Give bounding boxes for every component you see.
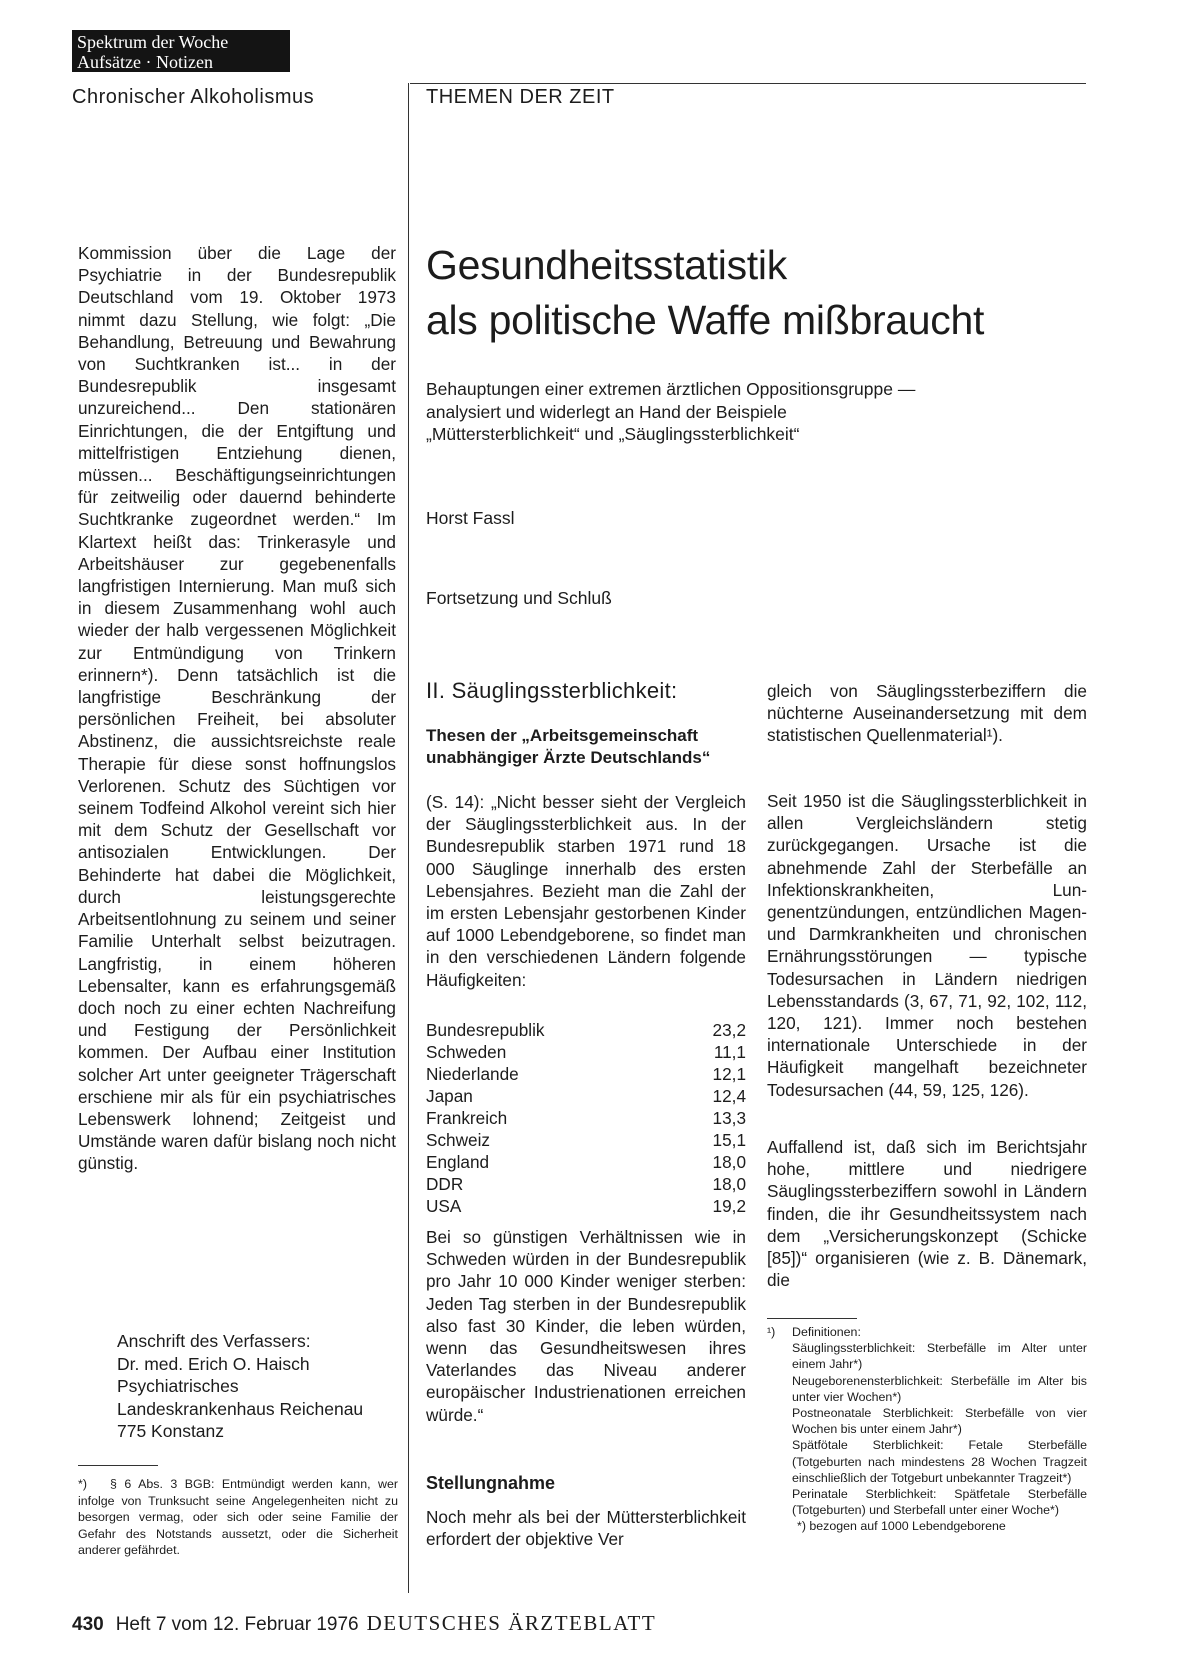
footnote-right	[767, 1324, 1087, 1535]
table-row	[426, 1151, 746, 1173]
country-cell: Schweiz	[426, 1130, 490, 1150]
paragraph-text: Seit 1950 ist die Säuglingssterblichkeit in allen Vergleichsländern stetig zurückgegangen. Ursache ist die abnehmende Zahl der Sterbefälle an Infektionskrankheiten, Lungenentzündungen, entzündlichen Magen- und Darmkrankheiten und chronischen Ernährungsstörungen — typische Todesursachen in Ländern niedrigen Lebensstandards (3, 67, 71, 92, 102, 112, 120, 121). Immer noch bestehen internationale Unterschiede in der Häufigkeit mangelhaft bezeichneter Todesursachen (44, 59, 125, 126).	[767, 791, 1087, 1100]
value-cell: 18,0	[712, 1152, 746, 1172]
left-column-text	[78, 242, 396, 1175]
footnote-rule	[767, 1318, 857, 1319]
section-label-right: THEMEN DER ZEIT	[426, 86, 615, 108]
definition-note: *) bezogen auf 1000 Lebendgeborene	[797, 1519, 1006, 1534]
subtitle-line-3: „Müttersterblichkeit“ und „Säuglingssterblichkeit“	[426, 424, 800, 444]
paragraph-text: Auffallend ist, daß sich im Berichtsjahr hohe, mittlere und niedrigere Säuglingssterbeziffern sowohl in Ländern finden, die ihr Gesundheitssystem nach dem „Versicherungskonzept (Schicke [85])“ organisieren (wie z. B. Dänemark, die	[767, 1137, 1087, 1291]
country-cell: Frankreich	[426, 1108, 508, 1128]
right-paragraph-3	[767, 1136, 1087, 1291]
author-address	[117, 1330, 407, 1443]
footnote-symbol: *)	[78, 1477, 87, 1491]
country-cell: Niederlande	[426, 1064, 519, 1084]
address-line: Psychiatrisches	[117, 1376, 239, 1396]
value-cell: 15,1	[712, 1130, 746, 1150]
continuation-note: Fortsetzung und Schluß	[426, 588, 612, 608]
footnote-left	[78, 1476, 398, 1559]
table-row	[426, 1129, 746, 1151]
paragraph-text: gleich von Säuglingssterbeziffern die nüchterne Auseinandersetzung mit dem statistischen Quellenmaterial¹).	[767, 681, 1087, 746]
country-cell: Schweden	[426, 1042, 507, 1062]
middle-paragraph-2	[426, 1226, 746, 1426]
page-number: 430	[72, 1614, 104, 1635]
page-footer	[72, 1611, 656, 1636]
value-cell: 13,3	[712, 1108, 746, 1128]
country-cell: Japan	[426, 1086, 473, 1106]
table-row	[426, 1107, 746, 1129]
table-row	[426, 1173, 746, 1195]
table-row	[426, 1085, 746, 1107]
table-row	[426, 1063, 746, 1085]
subheading-line-1: Thesen der „Arbeitsgemeinschaft	[426, 726, 699, 745]
table-row	[426, 1019, 746, 1041]
value-cell: 12,4	[712, 1086, 746, 1106]
value-cell: 18,0	[712, 1174, 746, 1194]
definition: Säuglingssterblichkeit: Sterbefälle im Alter unter einem Jahr*)	[792, 1341, 1087, 1372]
definition: Perinatale Sterblichkeit: Spätfetale Sterbefälle (Totgeburten) und Sterbefall unter einer Woche*)	[792, 1487, 1087, 1518]
paragraph-text: Bei so günstigen Verhältnissen wie in Schweden würden in der Bundesrepublik pro Jahr 10 000 Kinder weniger sterben: Jeden Tag sterben in der Bundesrepublik also fast 30 Kinder, die leben würden, wenn das Gesundheitswesen ihres Vaterlandes das Niveau anderer europäischer Industrienationen erreichen würde.“	[426, 1227, 746, 1425]
column-divider	[408, 83, 409, 1593]
middle-paragraph-1	[426, 791, 746, 991]
address-line: 775 Konstanz	[117, 1421, 225, 1441]
footnote-symbol: ¹)	[767, 1325, 776, 1339]
value-cell: 19,2	[712, 1196, 746, 1216]
subtitle-line-2: analysiert und widerlegt an Hand der Beispiele	[426, 401, 787, 422]
paragraph-text: (S. 14): „Nicht besser sieht der Vergleich der Säuglingssterblichkeit aus. In der Bundesrepublik starben 1971 rund 18 000 Säuglinge innerhalb des ersten Lebensjahres. Bezieht man die Zahl der im ersten Lebensjahr gestorbenen Kinder auf 1000 Lebendgeborene, so findet man in den verschiedenen Ländern folgende Häufigkeiten:	[426, 792, 746, 990]
article-subtitle	[426, 378, 1066, 446]
country-cell: USA	[426, 1196, 462, 1216]
article-author: Horst Fassl	[426, 508, 515, 528]
mortality-table	[426, 1019, 746, 1217]
value-cell: 23,2	[712, 1020, 746, 1040]
title-line-2: als politische Waffe mißbraucht	[426, 297, 985, 343]
definition: Spätfötale Sterblichkeit: Fetale Sterbefälle (Totgeburten nach mindestens 28 Wochen Tragzeit einschließlich der Totgeburt unbekannter Tragzeit*)	[792, 1438, 1087, 1485]
title-line-1: Gesundheitsstatistik	[426, 242, 787, 288]
table-row	[426, 1195, 746, 1217]
value-cell: 11,1	[713, 1042, 746, 1062]
article-title	[426, 238, 1086, 348]
address-label: Anschrift des Verfassers:	[117, 1331, 311, 1351]
footnote-title: Definitionen:	[792, 1325, 861, 1339]
right-paragraph-1	[767, 680, 1087, 747]
subheading-line-2: unabhängiger Ärzte Deutschlands“	[426, 748, 711, 767]
section-label-left: Chronischer Alkoholismus	[72, 86, 315, 108]
journal-name: DEUTSCHES ÄRZTEBLATT	[366, 1611, 657, 1635]
address-line: Landeskrankenhaus Reichenau	[117, 1398, 364, 1419]
badge-line-1: Spektrum der Woche	[77, 32, 229, 52]
footnote-text: § 6 Abs. 3 BGB: Entmündigt werden kann, wer infolge von Trunksucht seine Angelegenheiten nicht zu besorgen vermag, oder sich oder seine Familie der Gefahr des Notstands aussetzt, oder die Sicherheit anderer gefährdet.	[78, 1477, 398, 1557]
issue-info: Heft 7 vom 12. Februar 1976	[115, 1614, 359, 1635]
left-paragraph: Kommission über die Lage der Psychiatrie in der Bundesrepublik Deutschland vom 19. Oktober 1973 nimmt dazu Stellung, wie folgt: „Die Behandlung, Betreuung und Bewahrung von Suchtkranken ist... in der Bundesrepublik insgesamt unzureichend... Den stationären Einrichtungen, die der Entgiftung und mittelfristigen Entziehung dienen, müssen... Beschäftigungseinrichtungen für zeitweilig oder dauernd behinderte Suchtkranke zugeordnet werden.“ Im Klartext heißt das: Trinkerasyle und Arbeitshäuser zur gegebenenfalls langfristigen Internierung. Man muß sich in diesem Zusammenhang wohl auch wieder der halb vergessenen Möglichkeit zur Entmündigung von Trinkern erinnern*). Denn tatsächlich ist die langfristige Beschränkung der persönlichen Freiheit, bei absoluter Abstinenz, die aussichtsreichste reale Therapie für diese sonst hoffnungslos Verlorenen. Schutz des Süchtigen vor seinem Todfeind Alkohol vereint sich hier mit dem Schutz der Gesellschaft vor antisozialen Entwicklungen. Der Behinderte hat dabei die Möglichkeit, durch leistungsgerechte Arbeitsentlohnung zu seinem und seiner Familie Unterhalt selbst beizutragen. Langfristig, in einem höheren Lebensalter, kann es erfahrungsgemäß doch noch zu einer echten Nachreifung und Festigung der Persönlichkeit kommen. Der Aufbau einer Institution solcher Art unter geeigneter Trägerschaft erschiene mir als für ein psychiatrisches Lebenswerk lohnend; Zeitgeist und Umstände waren dafür bislang noch nicht günstig.	[78, 243, 396, 1174]
country-cell: Bundesrepublik	[426, 1020, 545, 1040]
section-heading: II. Säuglingssterblichkeit:	[426, 678, 678, 703]
section-badge	[72, 30, 290, 72]
definition: Neugeborenensterblichkeit: Sterbefälle im Alter bis unter vier Wochen*)	[792, 1373, 1087, 1404]
value-cell: 12,1	[712, 1064, 746, 1084]
footnote-rule	[78, 1465, 158, 1466]
definition: Postneonatale Sterblichkeit: Sterbefälle von vier Wochen bis unter einem Jahr*)	[792, 1406, 1087, 1437]
address-name: Dr. med. Erich O. Haisch	[117, 1353, 310, 1374]
stellungnahme-heading: Stellungnahme	[426, 1473, 556, 1493]
footnote-header	[767, 1324, 1087, 1340]
right-paragraph-2	[767, 790, 1087, 1101]
badge-line-2: Aufsätze · Notizen	[77, 52, 213, 72]
table-row	[426, 1041, 746, 1063]
country-cell: DDR	[426, 1174, 464, 1194]
subtitle-line-1: Behauptungen einer extremen ärztlichen Oppositionsgruppe —	[426, 379, 916, 399]
country-cell: England	[426, 1152, 490, 1172]
middle-paragraph-3	[426, 1506, 746, 1550]
paragraph-text: Noch mehr als bei der Müttersterblichkeit erfordert der objektive Ver	[426, 1507, 746, 1550]
section-subheading	[426, 725, 746, 769]
header-rule	[410, 83, 1086, 84]
